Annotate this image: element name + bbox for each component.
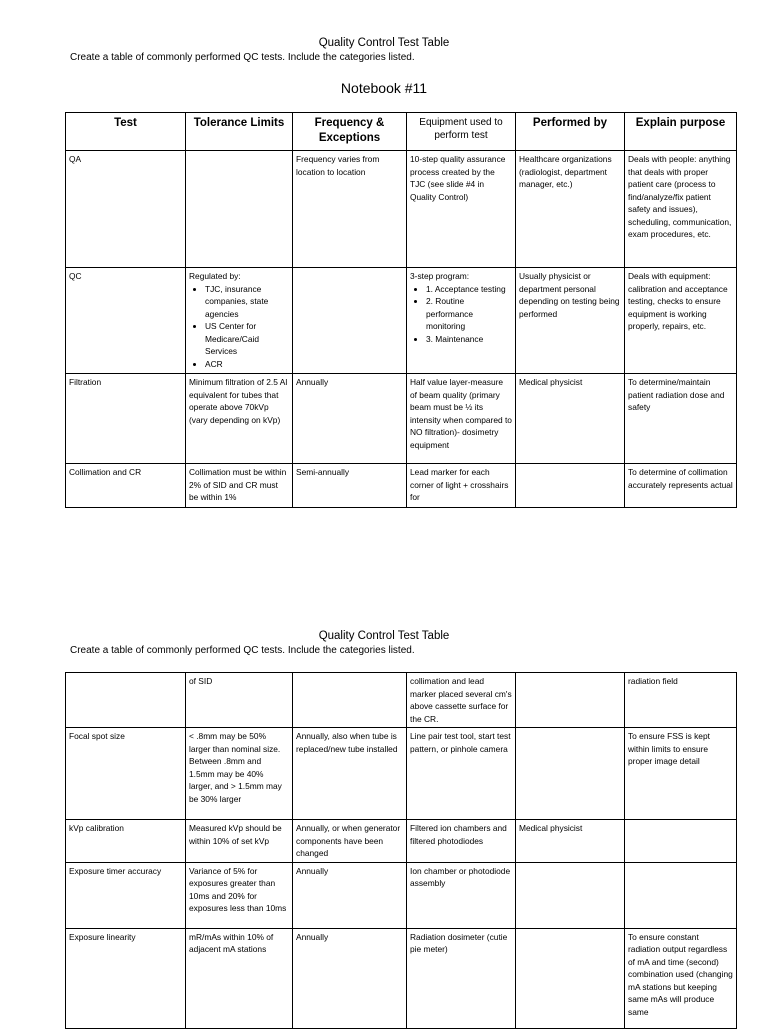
table-row	[66, 673, 737, 728]
page-subtitle: Create a table of commonly performed QC tests. Include the categories listed.	[70, 52, 415, 63]
list-item: • TJC, insurance companies, state agencies	[205, 283, 289, 321]
list-item: • US Center for Medicare/Caid Services	[205, 320, 289, 358]
cell-frequency: Annually, also when tube is replaced/new tube installed	[293, 728, 407, 820]
cell-test: Exposure timer accuracy	[66, 862, 186, 928]
header-test: Test	[66, 113, 186, 151]
cell-tolerance: Minimum filtration of 2.5 Al equivalent for tubes that operate above 70kVp (vary depending on kVp)	[186, 374, 293, 464]
equipment-list	[410, 283, 512, 346]
cell-equipment	[407, 268, 516, 374]
cell-frequency: Annually, or when generator components have been changed	[293, 820, 407, 863]
page-subtitle: Create a table of commonly performed QC tests. Include the categories listed.	[70, 645, 415, 656]
cell-performed-by	[516, 728, 625, 820]
table-row	[66, 928, 737, 1028]
header-equipment: Equipment used to perform test	[407, 113, 516, 151]
cell-purpose: Deals with people: anything that deals with proper patient care (process to find/analyze/fix patient safety and issues), scheduling, communication, exam procedures, etc.	[625, 151, 737, 268]
cell-equipment: Filtered ion chambers and filtered photodiodes	[407, 820, 516, 863]
notebook-heading: Notebook #11	[340, 80, 428, 96]
cell-performed-by	[516, 928, 625, 1028]
table-row	[66, 862, 737, 928]
cell-performed-by: Usually physicist or department personal depending on testing being performed	[516, 268, 625, 374]
cell-frequency	[293, 268, 407, 374]
document-page-2	[0, 590, 768, 1024]
tolerance-intro: Regulated by:	[189, 271, 241, 281]
tolerance-line: Between .8mm and 1.5mm may be 40% larger, and > 1.5mm may be 30% larger	[189, 756, 282, 804]
cell-tolerance: Variance of 5% for exposures greater than 10ms and 20% for exposures less than 10ms	[186, 862, 293, 928]
cell-frequency: Annually	[293, 862, 407, 928]
cell-equipment: Half value layer-measure of beam quality (primary beam must be ½ its intensity when compared to NO filtration)- dosimetry equipment	[407, 374, 516, 464]
cell-tolerance	[186, 728, 293, 820]
tolerance-list	[189, 283, 289, 371]
cell-test: QC	[66, 268, 186, 374]
cell-purpose: radiation field	[625, 673, 737, 728]
cell-test: Filtration	[66, 374, 186, 464]
cell-tolerance: Measured kVp should be within 10% of set kVp	[186, 820, 293, 863]
table-header-row	[66, 113, 737, 151]
header-frequency: Frequency & Exceptions	[293, 113, 407, 151]
cell-purpose: To determine/maintain patient radiation dose and safety	[625, 374, 737, 464]
cell-tolerance: mR/mAs within 10% of adjacent mA stations	[186, 928, 293, 1028]
cell-equipment: collimation and lead marker placed several cm's above cassette surface for the CR.	[407, 673, 516, 728]
qc-test-table	[65, 112, 737, 508]
cell-equipment: Ion chamber or photodiode assembly	[407, 862, 516, 928]
cell-performed-by	[516, 673, 625, 728]
cell-performed-by	[516, 862, 625, 928]
table-row	[66, 464, 737, 508]
table-row	[66, 820, 737, 863]
cell-purpose: To ensure FSS is kept within limits to ensure proper image detail	[625, 728, 737, 820]
cell-test: Collimation and CR	[66, 464, 186, 508]
cell-purpose	[625, 820, 737, 863]
cell-equipment: Radiation dosimeter (cutie pie meter)	[407, 928, 516, 1028]
table-row	[66, 268, 737, 374]
cell-frequency: Annually	[293, 374, 407, 464]
cell-tolerance	[186, 151, 293, 268]
cell-performed-by: Medical physicist	[516, 374, 625, 464]
cell-equipment: Line pair test tool, start test pattern, or pinhole camera	[407, 728, 516, 820]
table-row	[66, 151, 737, 268]
equipment-intro: 3-step program:	[410, 271, 470, 281]
cell-tolerance: Collimation must be within 2% of SID and CR must be within 1%	[186, 464, 293, 508]
cell-equipment: 10-step quality assurance process created by the TJC (see slide #4 in Quality Control)	[407, 151, 516, 268]
list-item: • 2. Routine performance monitoring	[426, 295, 512, 333]
page-title: Quality Control Test Table	[318, 630, 450, 642]
header-tolerance: Tolerance Limits	[186, 113, 293, 151]
list-item: • 3. Maintenance	[426, 333, 512, 346]
qc-test-table-continued	[65, 672, 737, 1029]
cell-test: QA	[66, 151, 186, 268]
cell-purpose	[625, 862, 737, 928]
cell-frequency: Semi-annually	[293, 464, 407, 508]
page-title: Quality Control Test Table	[318, 37, 450, 49]
cell-test: kVp calibration	[66, 820, 186, 863]
table-row	[66, 374, 737, 464]
cell-purpose: To determine of collimation accurately represents actual	[625, 464, 737, 508]
cell-purpose: Deals with equipment: calibration and acceptance testing, checks to ensure equipment is working properly, repairs, etc.	[625, 268, 737, 374]
header-purpose: Explain purpose	[625, 113, 737, 151]
cell-frequency: Annually	[293, 928, 407, 1028]
cell-performed-by: Medical physicist	[516, 820, 625, 863]
cell-tolerance: of SID	[186, 673, 293, 728]
cell-performed-by	[516, 464, 625, 508]
list-item: • ACR	[205, 358, 289, 371]
cell-frequency: Frequency varies from location to location	[293, 151, 407, 268]
cell-test	[66, 673, 186, 728]
list-item: • 1. Acceptance testing	[426, 283, 512, 296]
cell-test: Exposure linearity	[66, 928, 186, 1028]
cell-purpose: To ensure constant radiation output regardless of mA and time (second) combination used (changing mA stations but keeping same mAs will produce same	[625, 928, 737, 1028]
tolerance-line: < .8mm may be 50% larger than nominal size.	[189, 731, 281, 754]
cell-equipment: Lead marker for each corner of light + crosshairs for	[407, 464, 516, 508]
cell-test: Focal spot size	[66, 728, 186, 820]
cell-tolerance	[186, 268, 293, 374]
header-performed-by: Performed by	[516, 113, 625, 151]
cell-performed-by: Healthcare organizations (radiologist, department manager, etc.)	[516, 151, 625, 268]
table-row	[66, 728, 737, 820]
cell-frequency	[293, 673, 407, 728]
